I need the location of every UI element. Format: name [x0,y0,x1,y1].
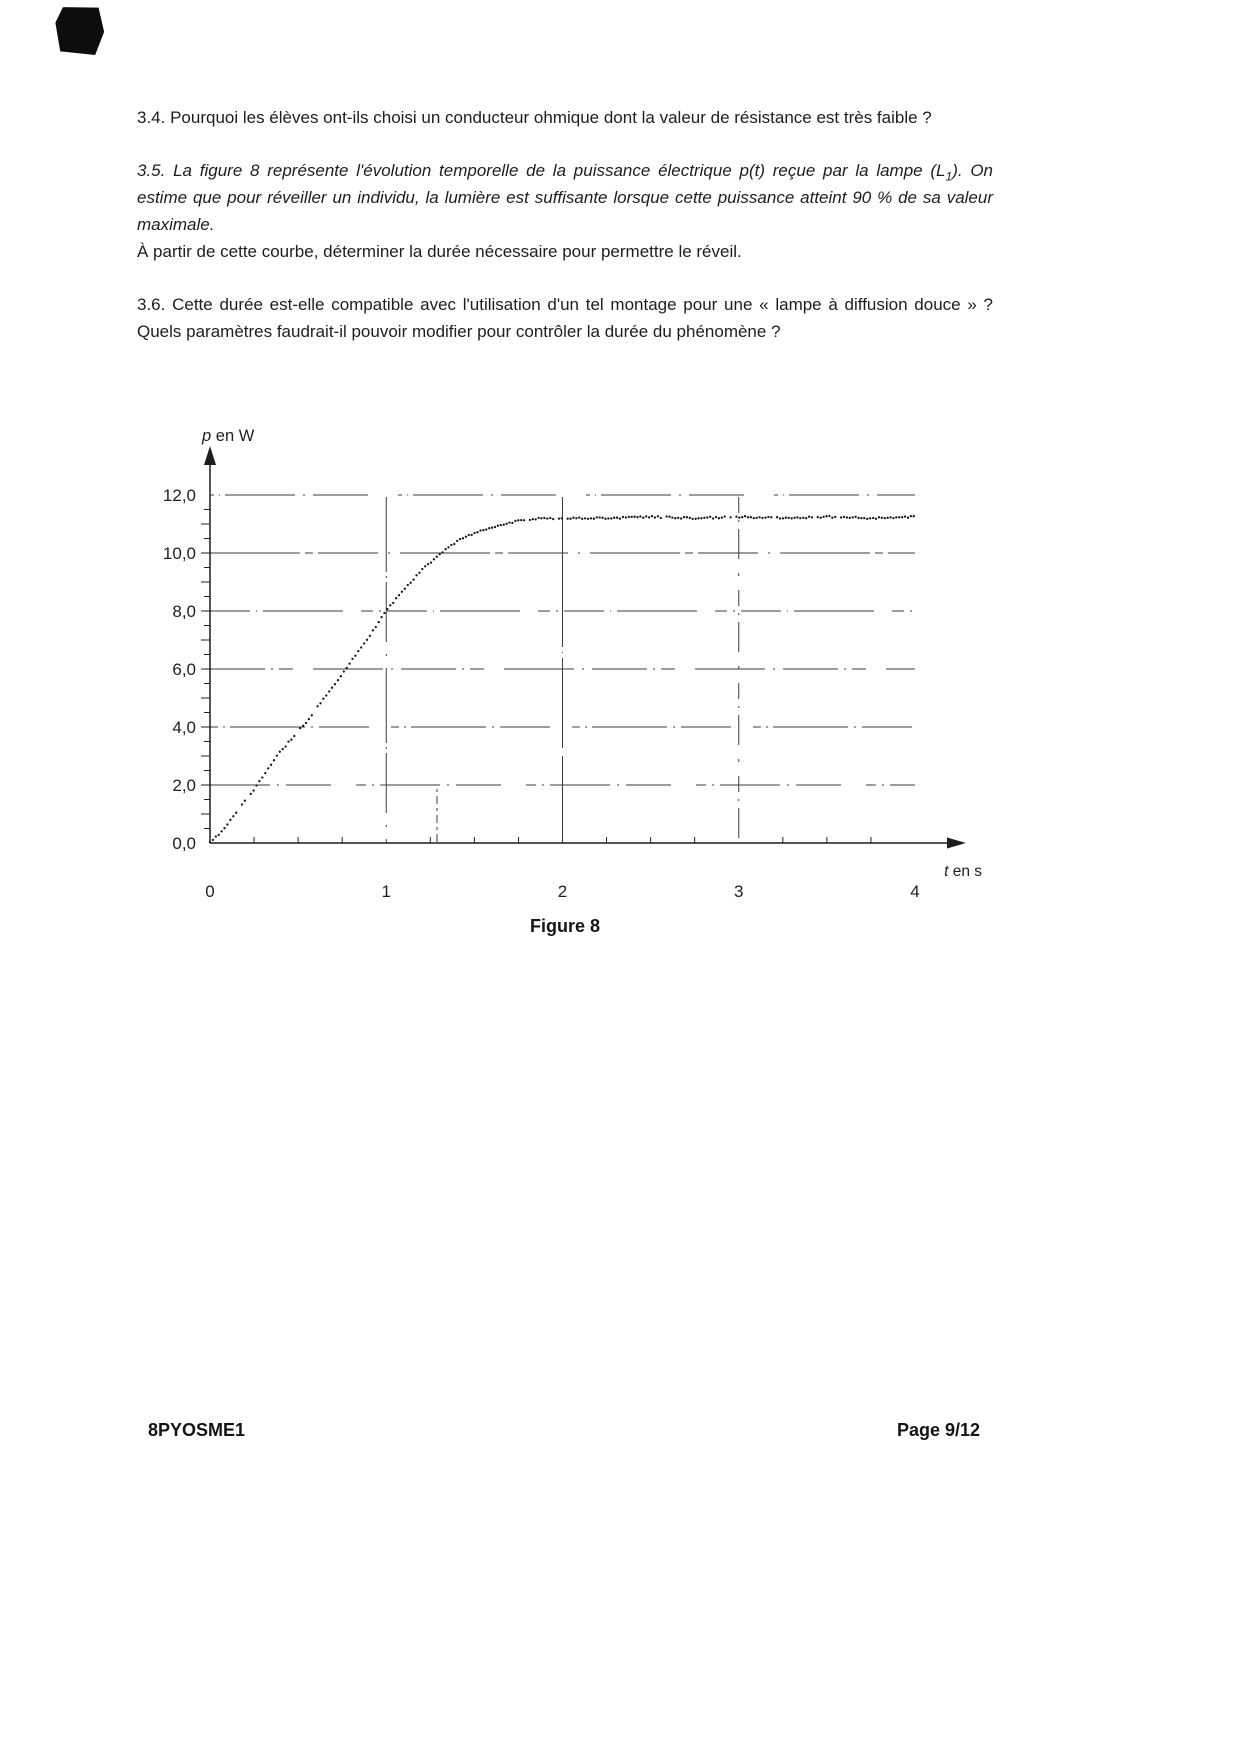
page-footer [0,1420,1240,1450]
y-tick-label: 6,0 [172,660,196,679]
doc-code: 8PYOSME1 [148,1420,246,1440]
page-number: Page 9/12 [897,1420,981,1440]
axis-minor-ticks [201,510,871,844]
axis-arrowheads [204,446,966,849]
q35-lamp-subscript: 1 [945,169,953,184]
questions-block [137,104,993,345]
question-3-5 [137,157,993,265]
x-tick-label: 4 [910,882,920,901]
chart-gridlines [210,495,915,843]
x-axis-title: t en s [944,863,982,880]
y-tick-label: 2,0 [172,776,196,795]
question-3-5-task: À partir de cette courbe, déterminer la durée nécessaire pour permettre le réveil. [137,242,742,261]
y-tick-label: 12,0 [162,486,196,505]
question-3-5-statement [137,157,993,238]
tick-labels [163,486,920,901]
q35-text-1: 3.5. La figure 8 représente l'évolution temporelle de la puissance électrique p(t) reçue par la lampe (L [137,161,946,180]
y-tick-label: 10,0 [162,544,196,563]
q35-text-2: ). On estime que pour réveiller un individu, la lumière est suffisante lorsque cette puissance atteint 90 % de sa valeur maximale. [137,161,993,234]
y-axis-title: p en W [202,427,255,445]
y-tick-label: 8,0 [172,602,196,621]
x-tick-label: 0 [205,882,215,901]
figure-8-chart [0,360,1240,960]
x-tick-label: 3 [734,882,744,901]
question-3-4: 3.4. Pourquoi les élèves ont-ils choisi un conducteur ohmique dont la valeur de résistance est très faible ? [137,108,932,127]
x-tick-label: 1 [381,882,391,901]
scan-artifact [54,4,105,57]
x-axis-arrow-icon [947,838,966,849]
figure-caption: Figure 8 [529,916,600,936]
power-curve [209,515,915,843]
y-tick-label: 0,0 [172,834,196,853]
question-3-6: 3.6. Cette durée est-elle compatible avec l'utilisation d'un tel montage pour une « lampe à diffusion douce » ? Quels paramètres faudrait-il pouvoir modifier pour contrôler la durée du phénomène ? [137,295,993,341]
y-axis-arrow-icon [204,446,216,465]
x-tick-label: 2 [557,882,568,901]
y-tick-label: 4,0 [172,718,196,737]
